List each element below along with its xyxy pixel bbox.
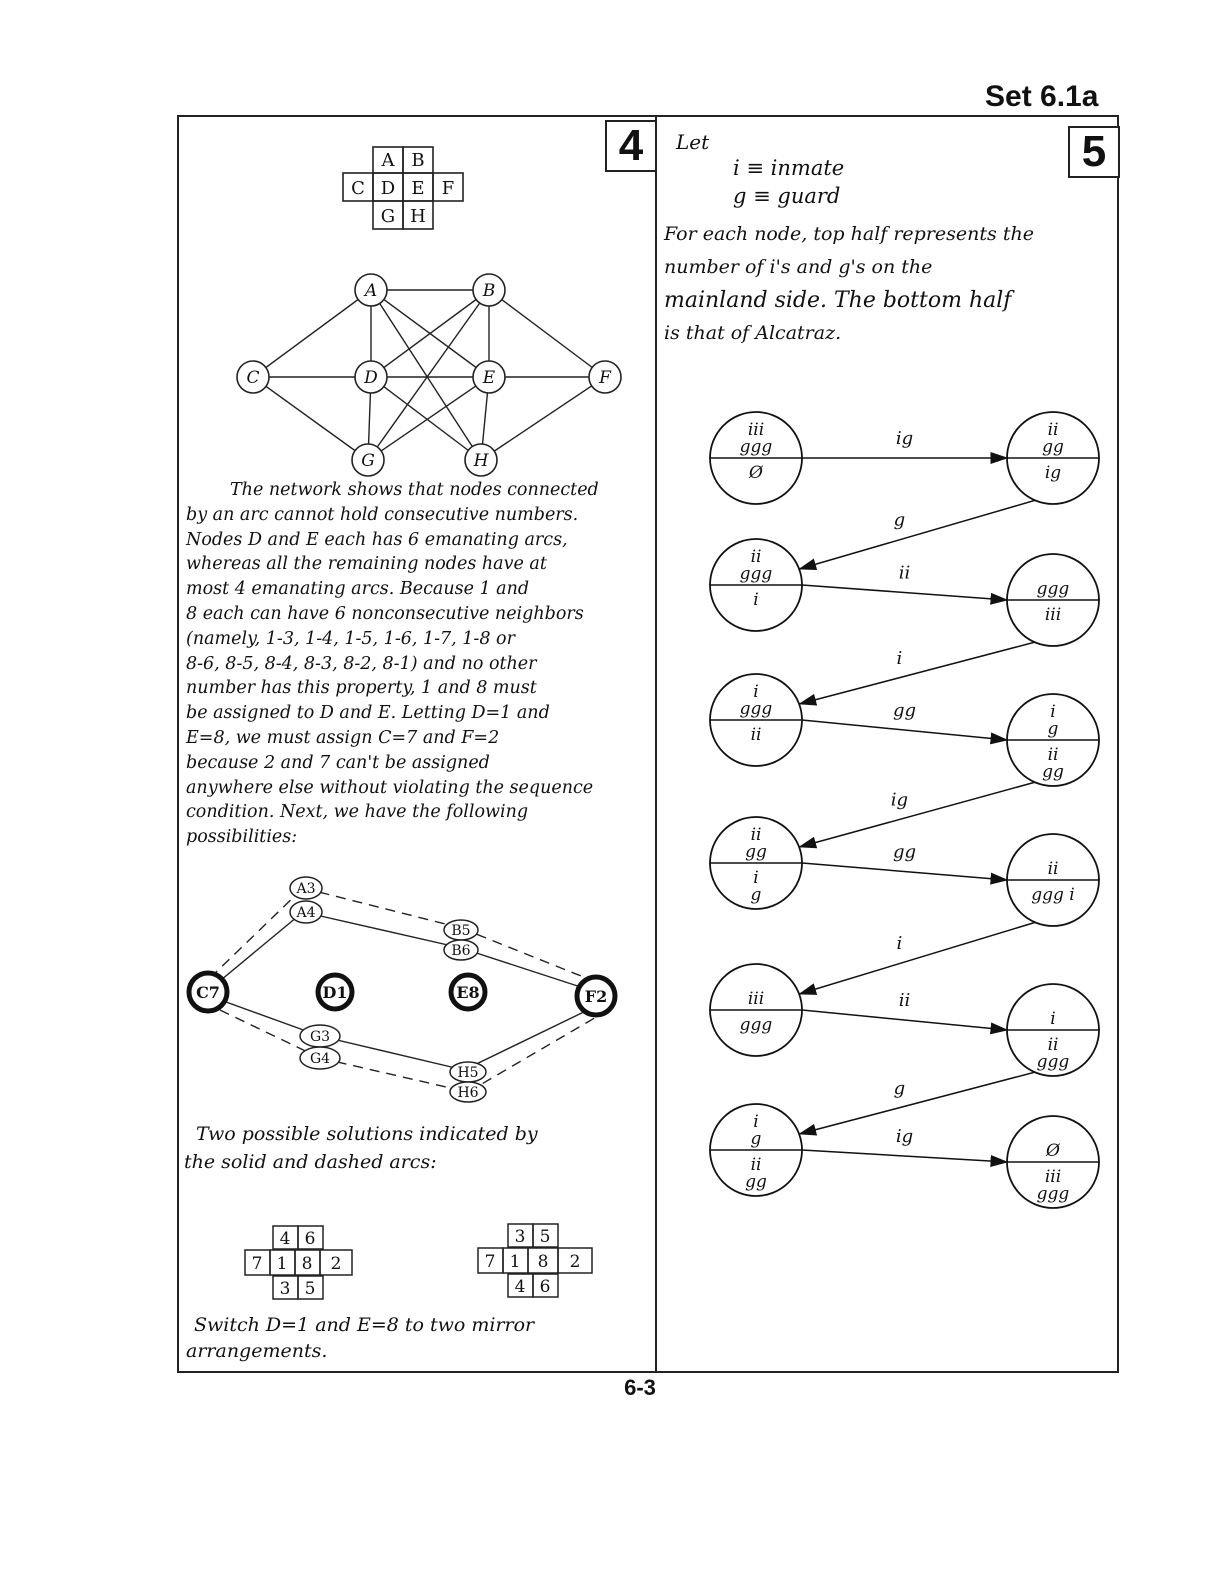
grid-cell-e: E xyxy=(411,178,425,199)
alcatraz-count: iii xyxy=(1044,605,1062,625)
text-line: anywhere else without violating the sequence xyxy=(186,777,594,798)
text-line: Nodes D and E each has 6 emanating arcs, xyxy=(186,529,568,550)
node-label-c: C xyxy=(246,368,260,388)
sol2-cell: 5 xyxy=(539,1227,551,1247)
mainland-count: ii xyxy=(750,825,762,845)
mainland-count: iii xyxy=(747,420,765,440)
option-a4: A4 xyxy=(296,905,316,921)
text-line: E=8, we must assign C=7 and F=2 xyxy=(186,727,500,748)
return-arc xyxy=(800,1070,1043,1134)
grid-cell-a: A xyxy=(381,150,395,171)
alcatraz-count: ggg i xyxy=(1031,885,1075,905)
mainland-count: ii xyxy=(750,547,762,567)
mainland-count: ggg xyxy=(739,699,773,719)
grid-cell-d: D xyxy=(380,178,396,199)
sol2-cell: 4 xyxy=(514,1277,526,1297)
definition-guard: g ≡ guard xyxy=(733,184,841,208)
sol1-cell: 1 xyxy=(276,1254,288,1274)
page-number: 6-3 xyxy=(624,1375,656,1400)
alcatraz-count: Ø xyxy=(749,463,763,483)
return-arc-label: i xyxy=(896,932,903,954)
forward-arc-label: gg xyxy=(892,841,917,863)
return-arc xyxy=(800,920,1043,994)
mainland-count: ggg xyxy=(1036,579,1070,599)
node-label-d: D xyxy=(364,368,378,388)
option-a3: A3 xyxy=(296,881,316,897)
mainland-count: ggg xyxy=(739,437,773,457)
alcatraz-count: ii xyxy=(750,725,762,745)
fixed-label-c7: C7 xyxy=(196,983,220,1002)
mainland-count: iii xyxy=(747,989,765,1009)
sol2-cell: 8 xyxy=(537,1252,549,1272)
sol1-cell: 5 xyxy=(304,1279,316,1299)
forward-arc-label: ii xyxy=(898,562,911,584)
forward-arc-label: ig xyxy=(895,428,914,449)
text-line: be assigned to D and E. Letting D=1 and xyxy=(186,703,550,724)
forward-arc xyxy=(802,585,1007,600)
alcatraz-count: ggg xyxy=(739,1015,773,1035)
alcatraz-count: ii xyxy=(750,1155,762,1175)
sol2-cell: 2 xyxy=(569,1252,581,1272)
grid-cell-b: B xyxy=(411,150,425,171)
sol2-cell: 1 xyxy=(509,1252,521,1272)
node-label-g: G xyxy=(361,451,375,471)
text-line: number has this property, 1 and 8 must xyxy=(186,678,537,699)
alcatraz-count: ig xyxy=(1044,463,1062,483)
forward-arc xyxy=(802,863,1007,880)
text-line: condition. Next, we have the following xyxy=(186,802,529,823)
alcatraz-count: gg xyxy=(745,1172,767,1192)
sol2-cell: 7 xyxy=(484,1252,496,1272)
problem-5-number: 5 xyxy=(1068,126,1120,178)
text-line: possibilities: xyxy=(186,827,298,848)
option-h6: H6 xyxy=(457,1085,479,1101)
node-label-f: F xyxy=(599,368,611,388)
text-line: is that of Alcatraz. xyxy=(664,322,842,344)
text-line: mainland side. The bottom half xyxy=(664,288,1012,313)
alcatraz-count: i xyxy=(753,868,759,888)
sol2-cell: 6 xyxy=(539,1277,551,1297)
forward-arc-label: gg xyxy=(892,700,917,721)
alcatraz-count: ii xyxy=(1047,745,1059,765)
text-line: Two possible solutions indicated by xyxy=(196,1123,538,1145)
alcatraz-count: i xyxy=(753,590,759,610)
grid-cell-g: G xyxy=(380,206,396,227)
text-line: whereas all the remaining nodes have at xyxy=(186,554,547,575)
mainland-count: i xyxy=(1050,1009,1056,1029)
mainland-count: i xyxy=(753,1112,759,1132)
sol1-cell: 6 xyxy=(304,1229,316,1249)
return-arc-label: ig xyxy=(890,789,908,811)
option-g4: G4 xyxy=(309,1051,331,1067)
grid-cell-h: H xyxy=(410,206,426,227)
return-arc-label: i xyxy=(896,647,903,669)
forward-arc xyxy=(802,720,1007,740)
mainland-count: Ø xyxy=(1046,1141,1060,1161)
mainland-count: i xyxy=(1050,702,1056,722)
text-line: most 4 emanating arcs. Because 1 and xyxy=(186,579,530,600)
return-arc xyxy=(800,780,1043,847)
forward-arc xyxy=(802,1010,1007,1030)
mainland-count: ii xyxy=(1047,420,1059,440)
return-arc-label: g xyxy=(893,509,906,531)
alcatraz-count: ii xyxy=(1047,1035,1059,1055)
sol1-cell: 3 xyxy=(279,1279,291,1299)
alcatraz-count: g xyxy=(750,885,762,905)
sol1-cell: 8 xyxy=(301,1254,313,1274)
option-h5: H5 xyxy=(457,1065,479,1081)
mainland-count: i xyxy=(753,682,759,702)
node-label-a: A xyxy=(364,281,378,301)
forward-arc xyxy=(802,1150,1007,1162)
node-label-e: E xyxy=(482,368,496,388)
text-line: 8-6, 8-5, 8-4, 8-3, 8-2, 8-1) and no other xyxy=(186,653,537,674)
text-line: number of i's and g's on the xyxy=(664,256,933,278)
text-line: For each node, top half represents the xyxy=(664,223,1034,245)
problem-4-number: 4 xyxy=(605,120,657,172)
mainland-count: ggg xyxy=(739,564,773,584)
forward-arc-label: ig xyxy=(895,1126,914,1147)
option-b5: B5 xyxy=(451,923,471,939)
text-line: Switch D=1 and E=8 to two mirror xyxy=(194,1314,535,1336)
sol1-cell: 2 xyxy=(330,1254,342,1274)
mainland-count: ii xyxy=(1047,859,1059,879)
return-arc xyxy=(800,640,1043,704)
return-arc-label: g xyxy=(893,1077,906,1099)
text-line: (namely, 1-3, 1-4, 1-5, 1-6, 1-7, 1-8 or xyxy=(186,628,515,649)
let-label: Let xyxy=(676,130,710,154)
node-label-h: H xyxy=(473,451,489,471)
grid-cell-f: F xyxy=(441,178,455,199)
text-line: The network shows that nodes connected xyxy=(230,480,599,500)
mainland-count: g xyxy=(1047,719,1059,739)
sol1-cell: 7 xyxy=(251,1254,263,1274)
mainland-count: gg xyxy=(745,842,767,862)
alcatraz-count: gg xyxy=(1042,762,1064,782)
forward-arc-label: ii xyxy=(898,990,911,1011)
fixed-label-e8: E8 xyxy=(456,983,480,1002)
fixed-label-d1: D1 xyxy=(322,983,348,1002)
mainland-count: g xyxy=(750,1129,762,1149)
text-line: arrangements. xyxy=(186,1340,328,1362)
grid-cell-c: C xyxy=(351,178,365,199)
text-line: by an arc cannot hold consecutive numbers. xyxy=(186,504,579,525)
text-line: the solid and dashed arcs: xyxy=(184,1151,437,1173)
set-title: Set 6.1a xyxy=(985,80,1099,113)
return-arc xyxy=(800,498,1043,569)
fixed-label-f2: F2 xyxy=(584,987,608,1006)
alcatraz-count: ggg xyxy=(1036,1184,1070,1204)
sol1-cell: 4 xyxy=(279,1229,291,1249)
text-line: because 2 and 7 can't be assigned xyxy=(186,752,490,773)
sol2-cell: 3 xyxy=(514,1227,526,1247)
text-line: 8 each can have 6 nonconsecutive neighbors xyxy=(186,603,584,624)
mainland-count: gg xyxy=(1042,437,1064,457)
alcatraz-count: iii xyxy=(1044,1167,1062,1187)
definition-inmate: i ≡ inmate xyxy=(733,156,845,180)
node-label-b: B xyxy=(482,281,496,301)
alcatraz-count: ggg xyxy=(1036,1052,1070,1072)
option-b6: B6 xyxy=(451,943,471,959)
option-g3: G3 xyxy=(309,1029,331,1045)
